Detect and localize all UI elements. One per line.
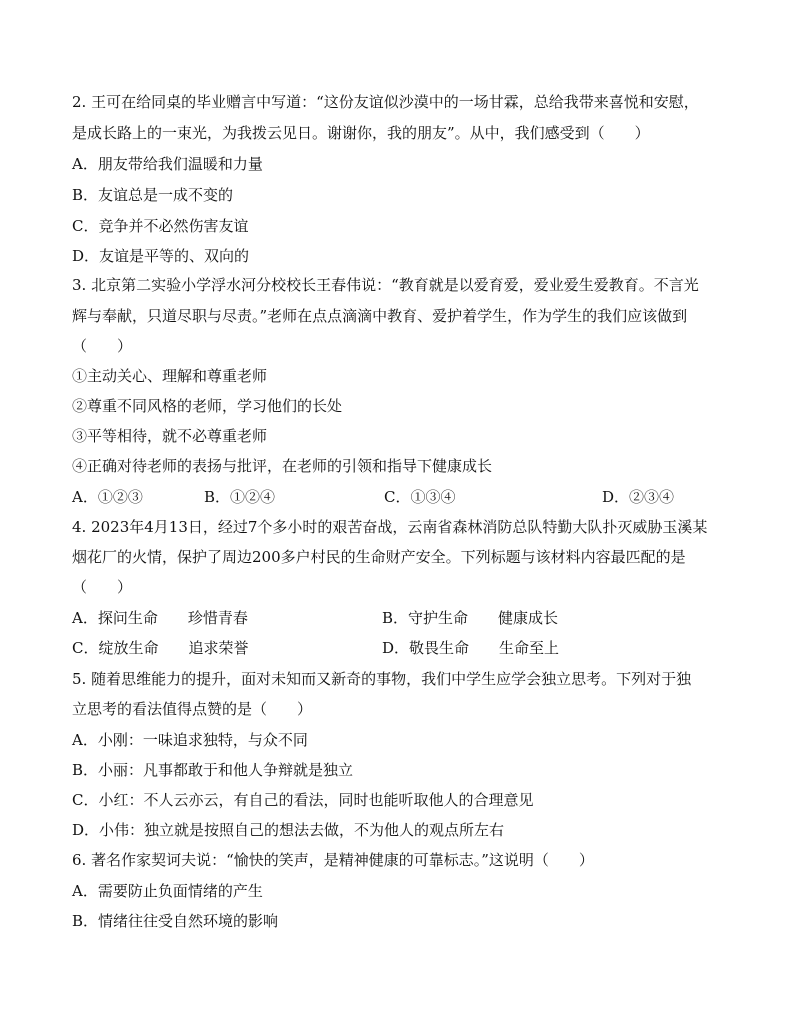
q2-option-b: B．友谊总是一成不变的 <box>72 186 234 204</box>
q3-statement-2: ②尊重不同风格的老师，学习他们的长处 <box>72 397 343 415</box>
q5-option-a: A．小刚：一味追求独特，与众不同 <box>72 731 308 749</box>
q6-option-b: B．情绪往往受自然环境的影响 <box>72 912 279 930</box>
q4-option-c: C．绽放生命 追求荣誉 <box>72 639 249 657</box>
q3-statement-3: ③平等相待，就不必尊重老师 <box>72 427 268 445</box>
q3-stem-line3: （ ） <box>72 337 133 355</box>
q3-statement-1: ①主动关心、理解和尊重老师 <box>72 367 268 385</box>
q3-option-a: A．①②③ <box>72 488 143 506</box>
q3-option-b: B．①②④ <box>204 488 276 506</box>
q2-option-d: D．友谊是平等的、双向的 <box>72 247 250 265</box>
q4-option-b: B．守护生命 健康成长 <box>382 609 559 627</box>
q5-option-d: D．小伟：独立就是按照自己的想法去做，不为他人的观点所左右 <box>72 821 505 839</box>
q6-stem-line1: 6. 著名作家契诃夫说：“愉快的笑声，是精神健康的可靠标志。”这说明（ ） <box>72 851 594 869</box>
q5-stem-line1: 5. 随着思维能力的提升，面对未知而又新奇的事物，我们中学生应学会独立思考。下列对于独 <box>72 670 692 688</box>
q5-option-c: C．小红：不人云亦云，有自己的看法，同时也能听取他人的合理意见 <box>72 791 534 809</box>
q2-option-a: A．朋友带给我们温暖和力量 <box>72 155 263 173</box>
q3-option-d: D．②③④ <box>602 488 675 506</box>
q2-stem-line1: 2. 王可在给同桌的毕业赠言中写道：“这份友谊似沙漠中的一场甘霖，总给我带来喜悦和安慰， <box>72 93 699 111</box>
q5-stem-line2: 立思考的看法值得点赞的是（ ） <box>72 700 313 718</box>
q2-option-c: C．竞争并不必然伤害友谊 <box>72 217 249 235</box>
q6-option-a: A．需要防止负面情绪的产生 <box>72 882 263 900</box>
q3-stem-line1: 3. 北京第二实验小学浮水河分校校长王春伟说：“教育就是以爱育爱，爱业爱生爱教育。不言光 <box>72 276 699 294</box>
q4-stem-line2: 烟花厂的火情，保护了周边200多户村民的生命财产安全。下列标题与该材料内容最匹配的是 <box>72 548 686 566</box>
q4-stem-line3: （ ） <box>72 578 133 596</box>
q4-option-a: A．探问生命 珍惜青春 <box>72 609 248 627</box>
q2-stem-line2: 是成长路上的一束光，为我拨云见日。谢谢你，我的朋友”。从中，我们感受到（ ） <box>72 124 650 142</box>
q3-statement-4: ④正确对待老师的表扬与批评，在老师的引领和指导下健康成长 <box>72 457 493 475</box>
q4-stem-line1: 4. 2023年4月13日，经过7个多小时的艰苦奋战，云南省森林消防总队特勤大队扑灭威胁玉溪某 <box>72 518 708 536</box>
q5-option-b: B．小丽：凡事都敢于和他人争辩就是独立 <box>72 761 354 779</box>
q4-option-d: D．敬畏生命 生命至上 <box>382 639 560 657</box>
q3-stem-line2: 辉与奉献，只道尽职与尽责。”老师在点点滴滴中教育、爱护着学生，作为学生的我们应该做到 <box>72 307 688 325</box>
q3-option-c: C．①③④ <box>384 488 456 506</box>
